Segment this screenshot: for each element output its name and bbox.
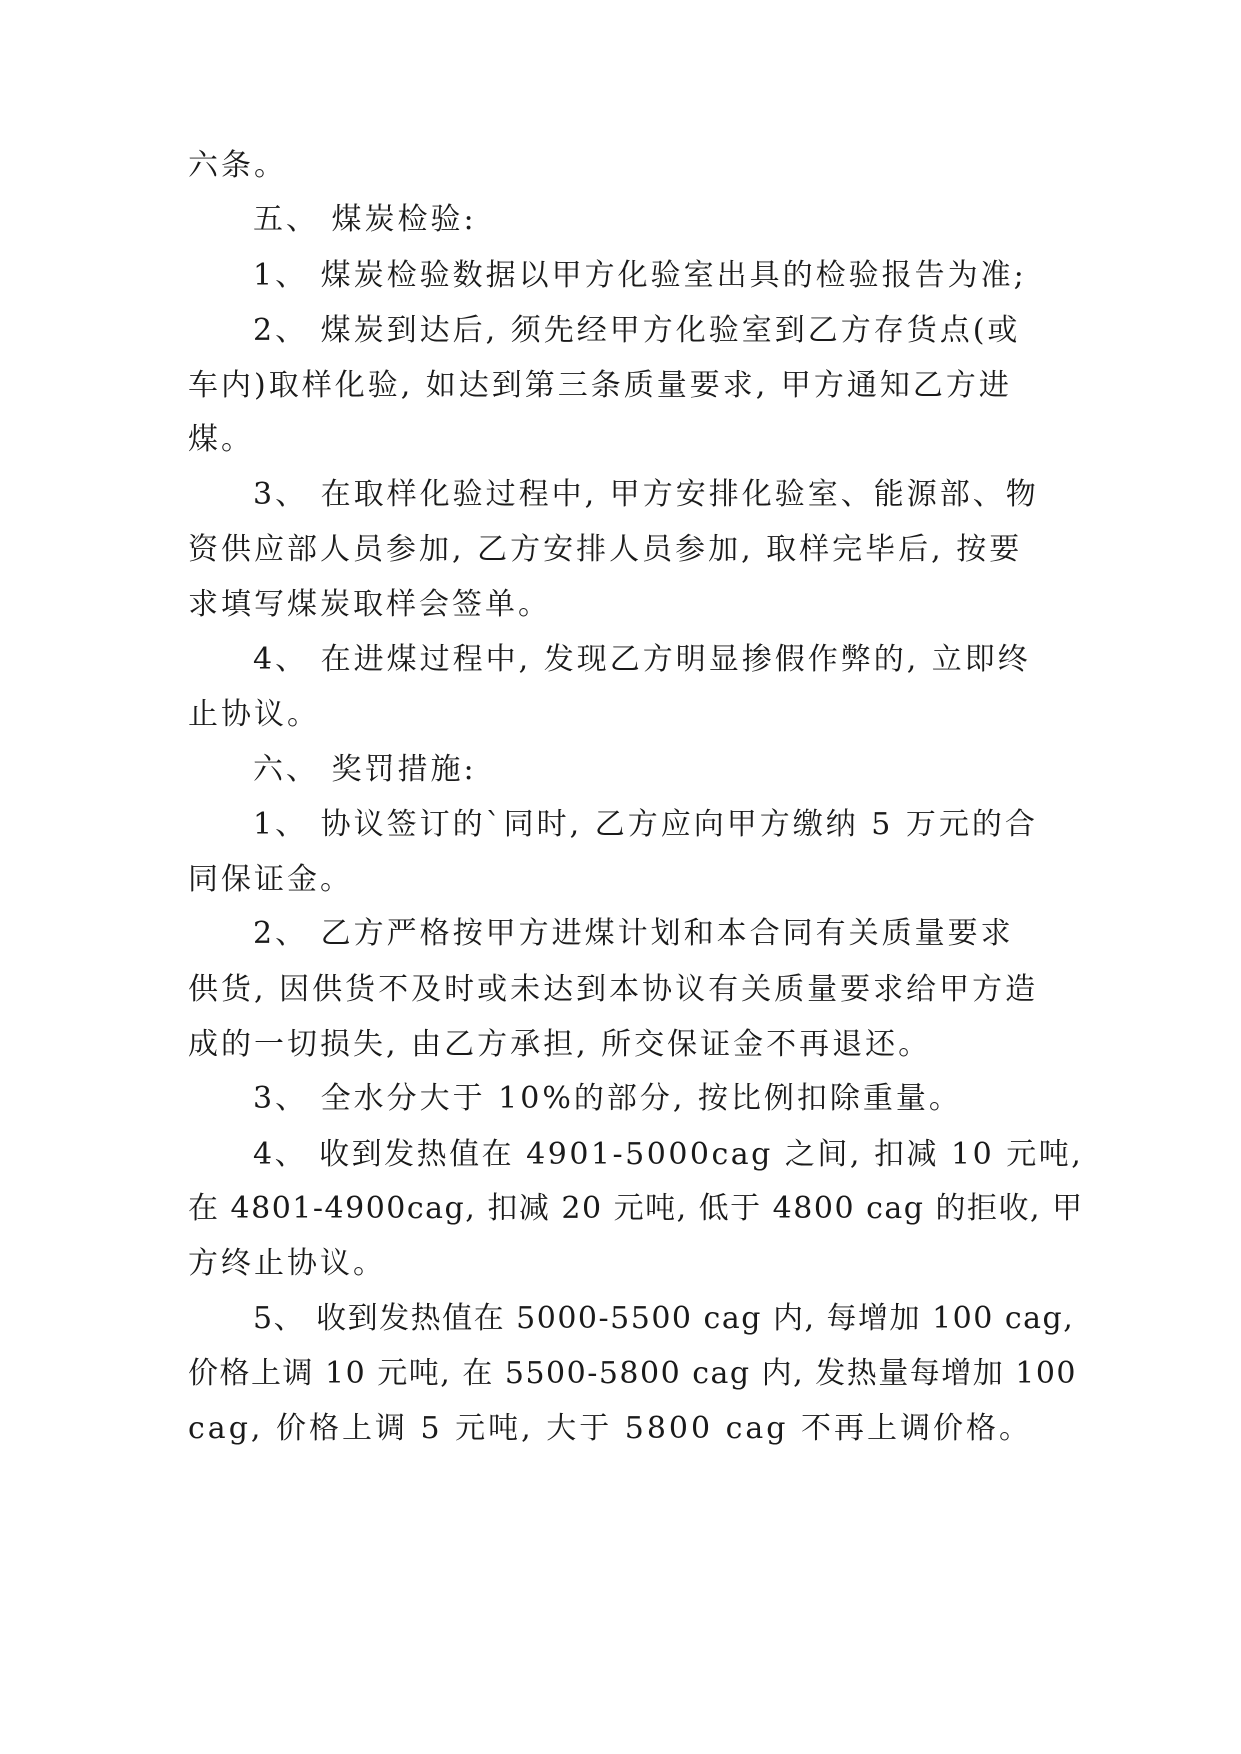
text-line: 5、 收到发热值在 5000-5500 cag 内, 每增加 100 cag, xyxy=(253,1301,1075,1336)
text-line: 方终止协议。 xyxy=(188,1246,386,1281)
text-line: 3、 全水分大于 10%的部分, 按比例扣除重量。 xyxy=(253,1081,962,1116)
text-line: 3、 在取样化验过程中, 甲方安排化验室、能源部、物 xyxy=(253,477,1039,512)
text-line: 2、 乙方严格按甲方进煤计划和本合同有关质量要求 xyxy=(253,916,1014,951)
text-line: 供货, 因供货不及时或未达到本协议有关质量要求给甲方造 xyxy=(188,972,1039,1007)
text-line: 车内)取样化验, 如达到第三条质量要求, 甲方通知乙方进 xyxy=(188,368,1012,403)
text-line: 1、 煤炭检验数据以甲方化验室出具的检验报告为准; xyxy=(253,258,1027,293)
text-line: 成的一切损失, 由乙方承担, 所交保证金不再退还。 xyxy=(188,1027,932,1062)
text-line: 价格上调 10 元吨, 在 5500-5800 cag 内, 发热量每增加 100 xyxy=(188,1356,1078,1391)
text-line: 在 4801-4900cag, 扣减 20 元吨, 低于 4800 cag 的拒收, 甲 xyxy=(188,1191,1084,1226)
section-heading-5: 五、 煤炭检验: xyxy=(253,202,477,237)
text-line: 求填写煤炭取样会签单。 xyxy=(188,587,551,622)
text-line: 六条。 xyxy=(188,148,287,183)
text-line: 止协议。 xyxy=(188,697,320,732)
text-line: 煤。 xyxy=(188,422,254,457)
text-line: 资供应部人员参加, 乙方安排人员参加, 取样完毕后, 按要 xyxy=(188,532,1023,567)
text-line: 1、 协议签订的`同时, 乙方应向甲方缴纳 5 万元的合 xyxy=(253,807,1038,842)
text-line: 2、 煤炭到达后, 须先经甲方化验室到乙方存货点(或 xyxy=(253,313,1021,348)
text-line: 同保证金。 xyxy=(188,862,353,897)
section-heading-6: 六、 奖罚措施: xyxy=(253,752,477,787)
text-line: 4、 在进煤过程中, 发现乙方明显掺假作弊的, 立即终 xyxy=(253,642,1031,677)
text-line: cag, 价格上调 5 元吨, 大于 5800 cag 不再上调价格。 xyxy=(188,1411,1033,1446)
text-line: 4、 收到发热值在 4901-5000cag 之间, 扣减 10 元吨, xyxy=(253,1137,1084,1172)
